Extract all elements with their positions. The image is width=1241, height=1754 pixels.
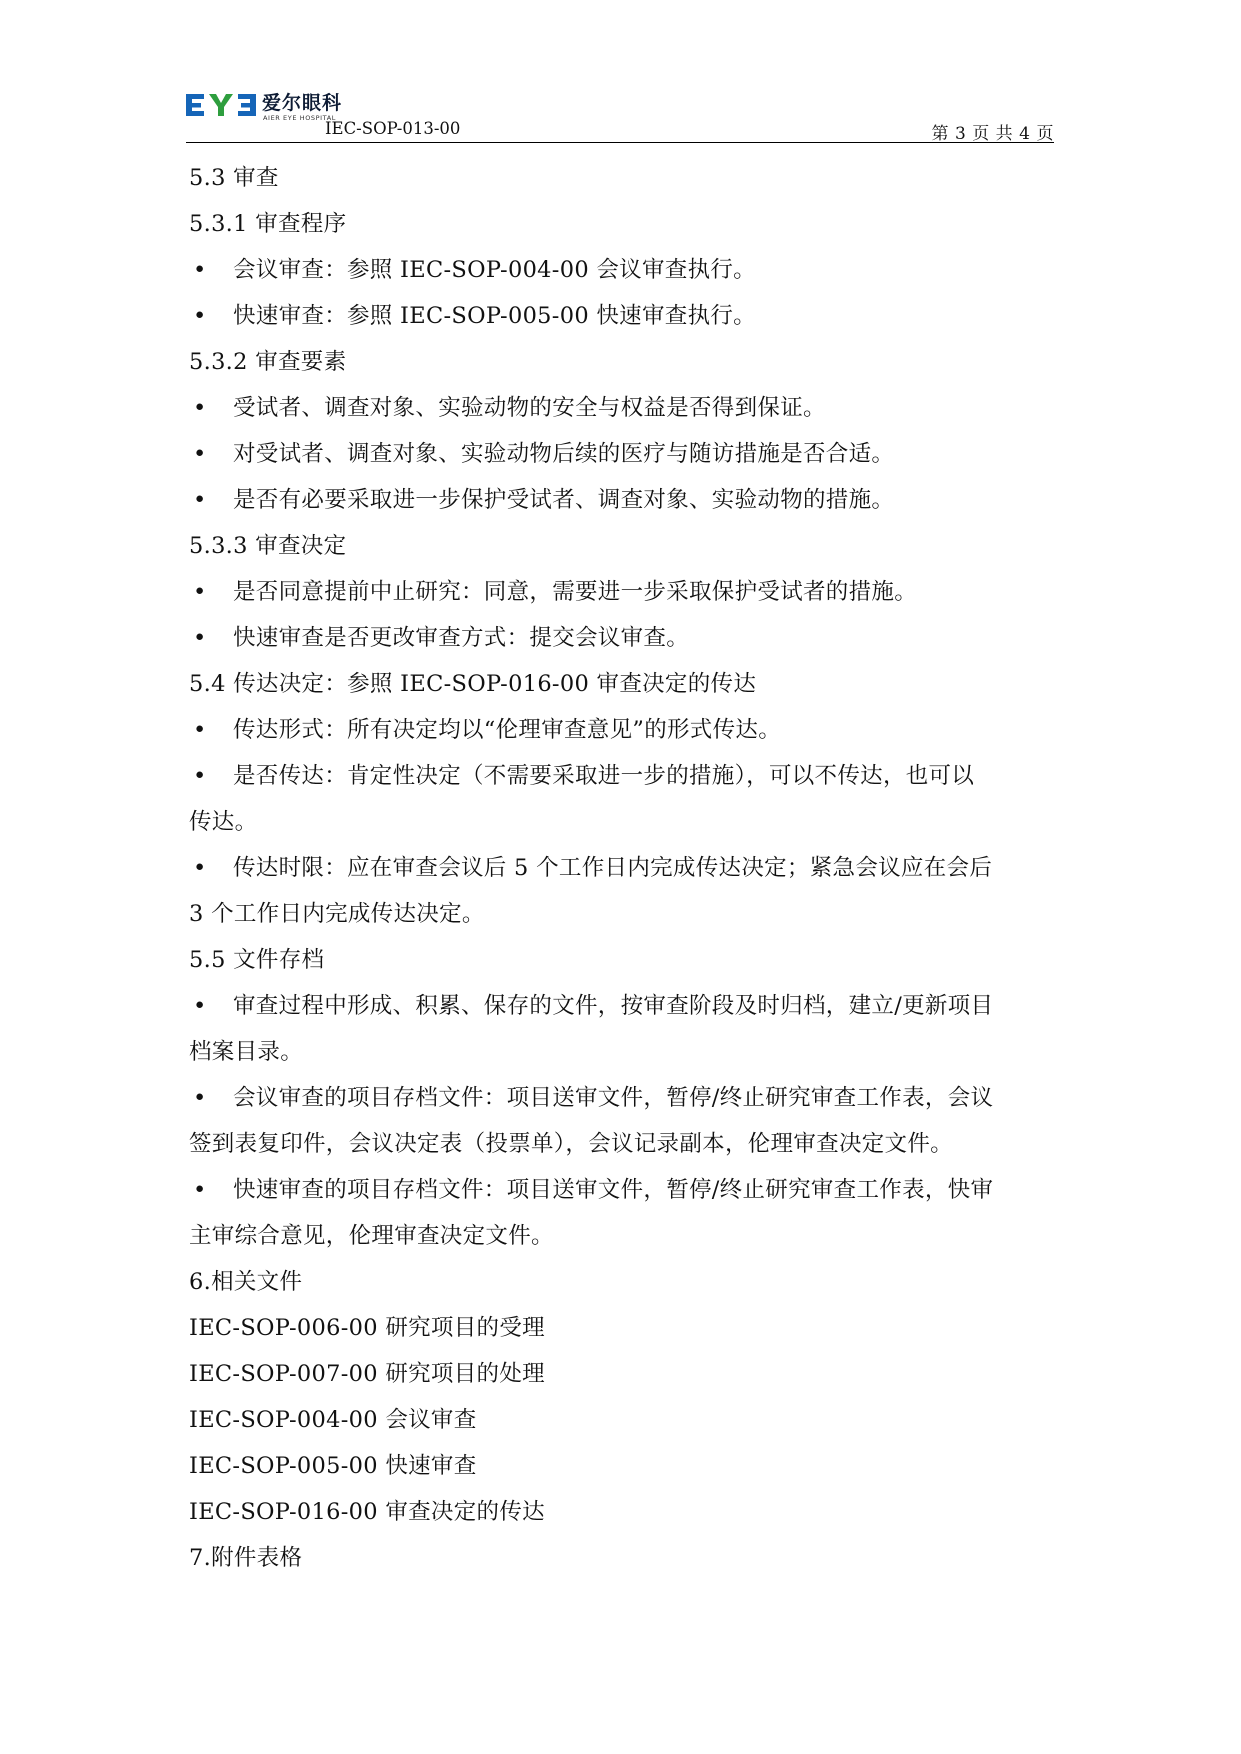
page-mid: 页 共	[972, 124, 1014, 144]
bullet-icon: •	[193, 1085, 207, 1111]
section-heading: 5.4 传达决定：参照 IEC-SOP-016-00 审查决定的传达	[189, 671, 757, 697]
bullet-text: 会议审查的项目存档文件：项目送审文件，暂停/终止研究审查工作表，会议	[233, 1085, 994, 1111]
subsection-heading: 5.3.3 审查决定	[189, 533, 347, 559]
related-document: IEC-SOP-004-00 会议审查	[189, 1407, 477, 1433]
bullet-icon: •	[193, 993, 207, 1019]
bullet-text: 是否同意提前中止研究：同意，需要进一步采取保护受试者的措施。	[233, 579, 918, 605]
bullet-item	[189, 1075, 1055, 1121]
bullet-text: 受试者、调查对象、实验动物的安全与权益是否得到保证。	[233, 395, 826, 421]
bullet-item	[189, 983, 1055, 1029]
bullet-continuation: 签到表复印件，会议决定表（投票单），会议记录副本，伦理审查决定文件。	[189, 1131, 953, 1157]
bullet-icon: •	[193, 625, 207, 651]
subsection-heading: 5.3.1 审查程序	[189, 211, 347, 237]
bullet-text: 审查过程中形成、积累、保存的文件，按审查阶段及时归档，建立/更新项目	[233, 993, 994, 1019]
page-current: 3	[954, 124, 967, 144]
section-heading: 5.5 文件存档	[189, 947, 325, 973]
bullet-item	[189, 753, 1055, 799]
related-document: IEC-SOP-016-00 审查决定的传达	[189, 1499, 545, 1525]
bullet-item	[189, 385, 1055, 431]
bullet-text: 快速审查：参照 IEC-SOP-005-00 快速审查执行。	[233, 303, 756, 329]
bullet-text: 传达形式：所有决定均以“伦理审查意见”的形式传达。	[233, 717, 782, 743]
related-document: IEC-SOP-007-00 研究项目的处理	[189, 1361, 545, 1387]
bullet-text: 是否有必要采取进一步保护受试者、调查对象、实验动物的措施。	[233, 487, 895, 513]
bullet-item	[189, 569, 1055, 615]
bullet-item	[189, 1167, 1055, 1213]
page-total: 4	[1019, 124, 1031, 144]
document-body	[189, 155, 1055, 1581]
subsection-heading: 5.3.2 审查要素	[189, 349, 347, 375]
bullet-text: 快速审查的项目存档文件：项目送审文件，暂停/终止研究审查工作表，快审	[233, 1177, 994, 1203]
aier-eye-logo	[186, 88, 346, 122]
related-document: IEC-SOP-006-00 研究项目的受理	[189, 1315, 545, 1341]
document-code: IEC-SOP-013-00	[325, 119, 461, 138]
bullet-item	[189, 707, 1055, 753]
bullet-icon: •	[193, 855, 207, 881]
bullet-icon: •	[193, 441, 207, 467]
bullet-icon: •	[193, 303, 207, 329]
section-heading: 6.相关文件	[189, 1269, 303, 1295]
bullet-text: 对受试者、调查对象、实验动物后续的医疗与随访措施是否合适。	[233, 441, 895, 467]
bullet-icon: •	[193, 579, 207, 605]
header-divider	[186, 142, 1054, 143]
bullet-item	[189, 615, 1055, 661]
section-heading: 7.附件表格	[189, 1545, 303, 1571]
bullet-icon: •	[193, 1177, 207, 1203]
logo-english-name: AIER EYE HOSPITAL	[263, 114, 337, 122]
bullet-item	[189, 845, 1055, 891]
bullet-text: 会议审查：参照 IEC-SOP-004-00 会议审查执行。	[233, 257, 756, 283]
page-number	[931, 119, 1054, 144]
bullet-text: 快速审查是否更改审查方式：提交会议审查。	[233, 625, 690, 651]
eye-logo-icon	[186, 92, 256, 118]
bullet-icon: •	[193, 763, 207, 789]
logo-chinese-name: 爱尔眼科	[262, 92, 343, 114]
bullet-icon: •	[193, 257, 207, 283]
bullet-continuation: 传达。	[189, 809, 258, 835]
bullet-item	[189, 431, 1055, 477]
section-heading: 5.3 审查	[189, 165, 279, 191]
bullet-text: 传达时限：应在审查会议后 5 个工作日内完成传达决定；紧急会议应在会后	[233, 855, 993, 881]
bullet-continuation: 主审综合意见，伦理审查决定文件。	[189, 1223, 554, 1249]
bullet-item	[189, 477, 1055, 523]
bullet-text: 是否传达：肯定性决定（不需要采取进一步的措施），可以不传达，也可以	[233, 763, 975, 789]
page-suffix: 页	[1036, 124, 1054, 144]
bullet-icon: •	[193, 395, 207, 421]
bullet-icon: •	[193, 487, 207, 513]
bullet-item	[189, 293, 1055, 339]
page-header	[186, 82, 1054, 146]
bullet-continuation: 3 个工作日内完成传达决定。	[189, 901, 485, 927]
bullet-item	[189, 247, 1055, 293]
page-prefix: 第	[931, 124, 949, 144]
bullet-continuation: 档案目录。	[189, 1039, 304, 1065]
related-document: IEC-SOP-005-00 快速审查	[189, 1453, 477, 1479]
bullet-icon: •	[193, 717, 207, 743]
